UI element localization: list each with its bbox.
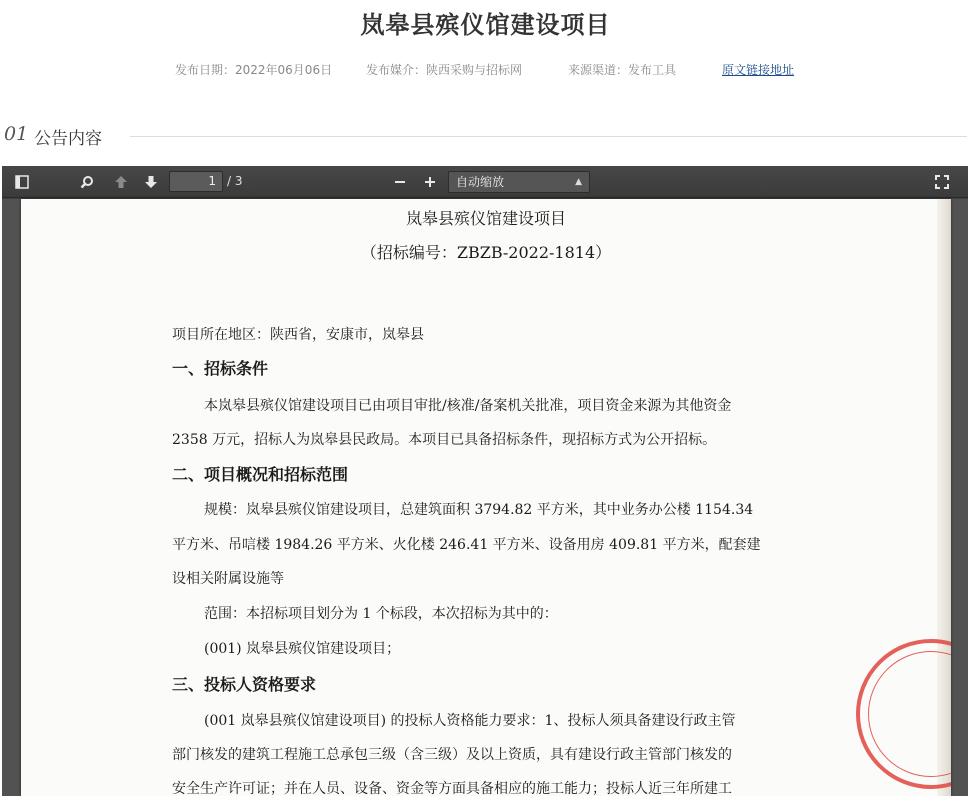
doc-heading: 二、项目概况和招标范围 [172, 465, 349, 484]
pdf-toolbar [2, 166, 968, 198]
meta-row [0, 61, 971, 77]
page-total: / 3 [227, 174, 243, 188]
doc-line: (001 岚皋县殡仪馆建设项目) 的投标人资格能力要求：1、投标人须具备建设行政主管 [204, 713, 736, 729]
red-seal-stamp [856, 639, 951, 789]
doc-line: 设相关附属设施等 [172, 571, 284, 587]
sidebar-toggle-icon [15, 175, 29, 189]
fullscreen-button[interactable] [930, 170, 954, 194]
doc-line: 安全生产许可证；并在人员、设备、资金等方面具备相应的施工能力；投标人近三年所建工 [172, 781, 732, 796]
zoom-out-button[interactable] [388, 170, 412, 194]
doc-heading: 三、投标人资格要求 [172, 675, 317, 694]
arrow-down-icon [144, 175, 158, 189]
minus-icon [394, 176, 406, 188]
doc-line: 平方米、吊唁楼 1984.26 平方米、火化楼 246.41 平方米、设备用房 409.81 平方米，配套建 [172, 537, 761, 553]
plus-icon [424, 176, 436, 188]
publish-date: 发布日期：2022年06月06日 [175, 63, 333, 77]
doc-line: (001) 岚皋县殡仪馆建设项目； [204, 641, 401, 657]
search-icon [80, 175, 94, 189]
zoom-in-button[interactable] [418, 170, 442, 194]
arrow-up-icon [114, 175, 128, 189]
doc-line: 范围：本招标项目划分为 1 个标段，本次招标为其中的： [204, 606, 558, 622]
zoom-select[interactable] [448, 171, 590, 193]
sidebar-toggle-button[interactable] [10, 170, 34, 194]
zoom-select-value: 自动缩放 [456, 175, 505, 189]
source-link[interactable]: 原文链接地址 [722, 63, 795, 77]
page-title: 岚皋县殡仪馆建设项目 [360, 11, 611, 39]
publish-media: 发布媒介：陕西采购与招标网 [366, 63, 523, 77]
previous-page-button[interactable] [109, 170, 133, 194]
source-channel: 来源渠道：发布工具 [568, 63, 677, 77]
section-header [4, 122, 967, 148]
stamp-inner-ring [868, 651, 951, 777]
doc-heading: 一、招标条件 [172, 359, 269, 378]
doc-line: 部门核发的建筑工程施工总承包三级（含三级）及以上资质，具有建设行政主管部门核发的 [172, 747, 732, 763]
page-number-input[interactable]: 1 [169, 171, 223, 192]
doc-line: 项目所在地区：陕西省，安康市，岚皋县 [172, 327, 424, 343]
document-title: 岚皋县殡仪馆建设项目 [405, 209, 566, 228]
section-title: 公告内容 [34, 129, 102, 149]
select-caret-icon: ▲ [575, 177, 582, 187]
pdf-page [21, 199, 951, 796]
section-divider [130, 136, 967, 137]
document-area[interactable] [2, 199, 968, 796]
doc-line: 规模：岚皋县殡仪馆建设项目，总建筑面积 3794.82 平方米，其中业务办公楼 1154.34 [204, 502, 754, 518]
document-code: （招标编号：ZBZB-2022-1814） [360, 243, 612, 262]
section-number: 01 [4, 123, 29, 145]
pdf-viewer [2, 166, 968, 796]
fullscreen-icon [935, 175, 949, 189]
search-button[interactable] [75, 170, 99, 194]
doc-line: 2358 万元，招标人为岚皋县民政局。本项目已具备招标条件，现招标方式为公开招标。 [172, 432, 717, 448]
next-page-button[interactable] [139, 170, 163, 194]
doc-line: 本岚皋县殡仪馆建设项目已由项目审批/核准/备案机关批准，项目资金来源为其他资金 [204, 398, 732, 414]
